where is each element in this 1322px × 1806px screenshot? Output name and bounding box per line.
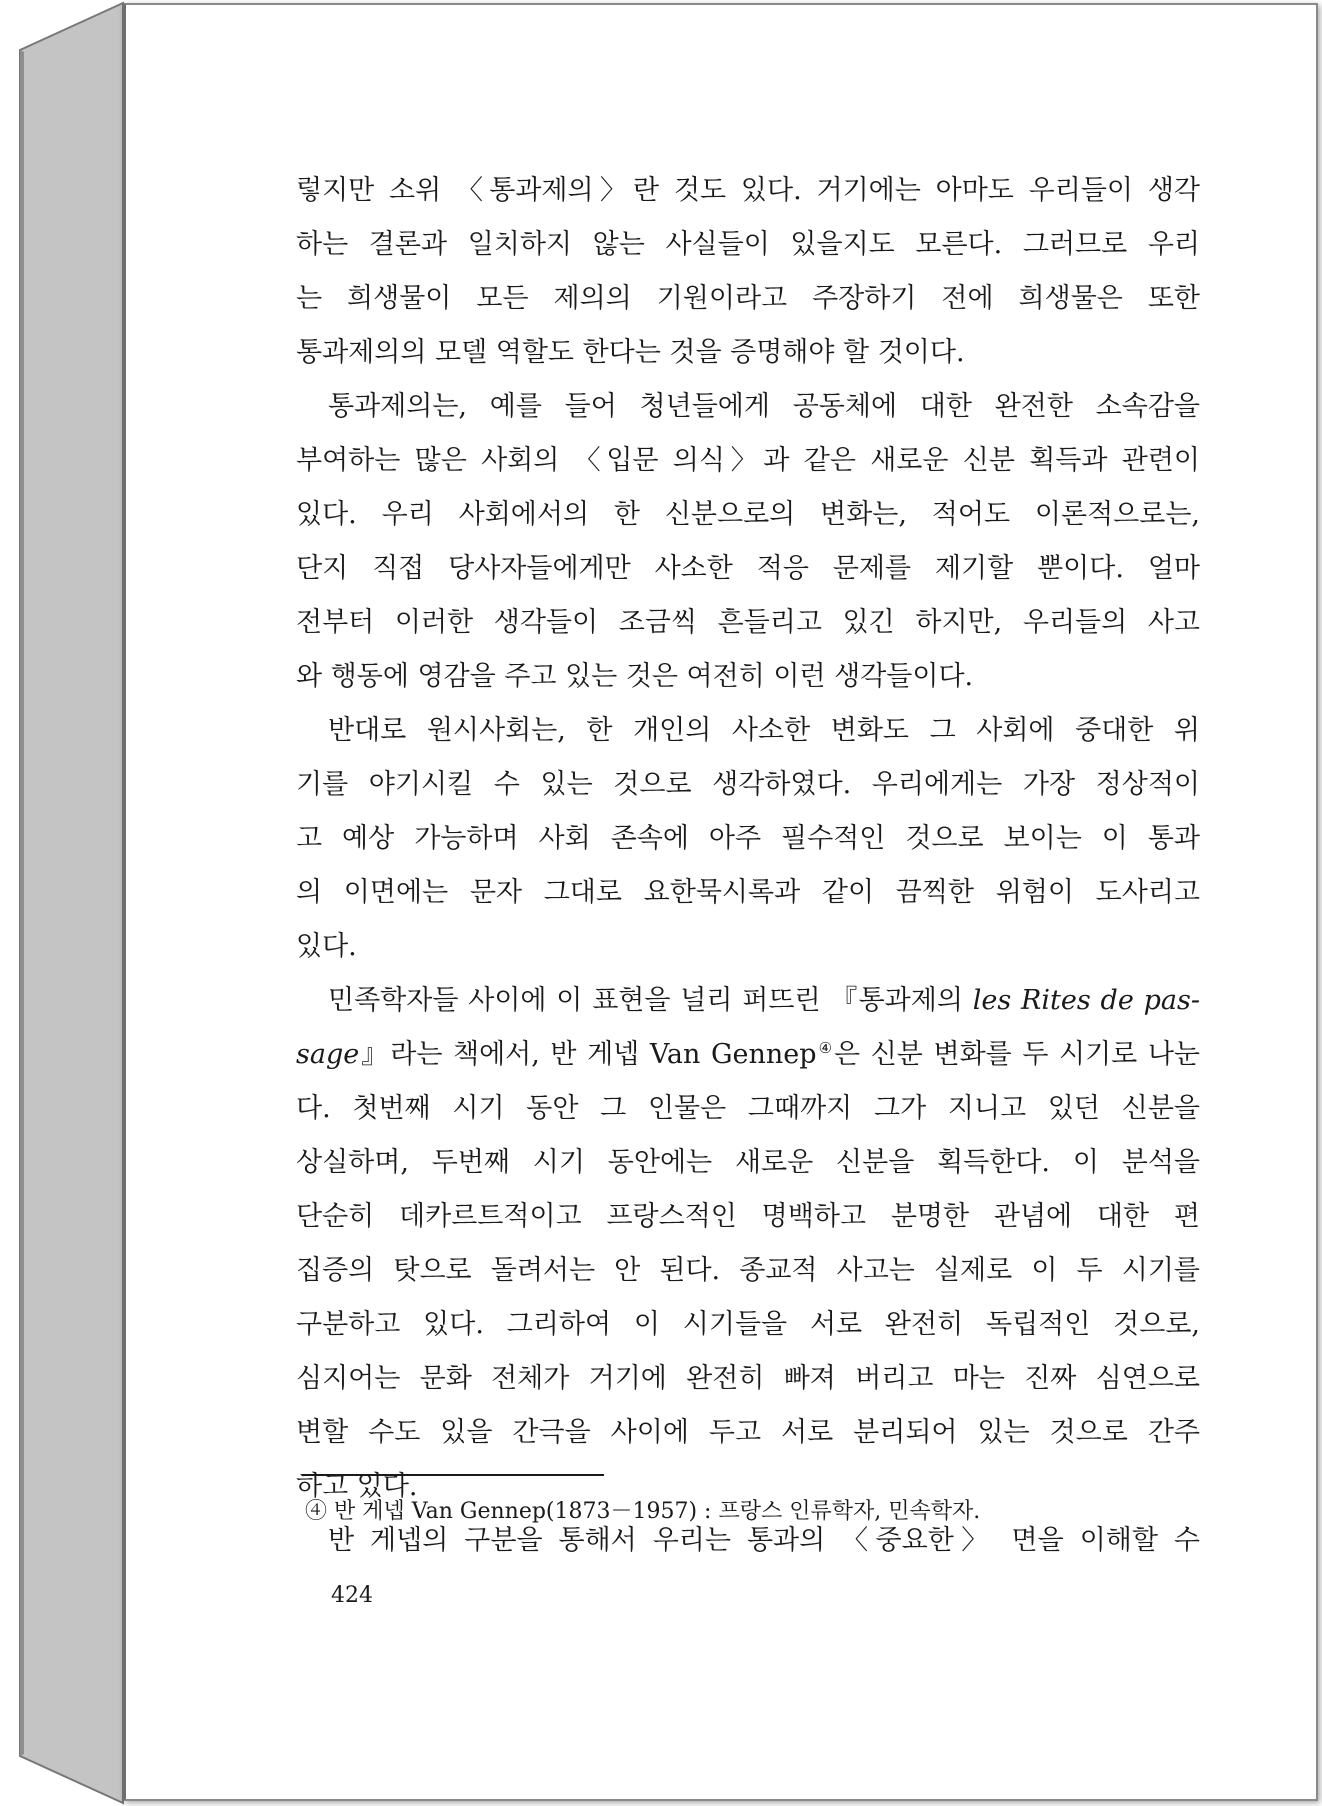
text-line: 는 희생물이 모든 제의의 기원이라고 주장하기 전에 희생물은 또한 [296,283,1200,314]
text-line: 집증의 탓으로 돌려서는 안 된다. 종교적 사고는 실제로 이 두 시기를 [296,1255,1200,1286]
text-line: 구분하고 있다. 그리하여 이 시기들을 서로 완전히 독립적인 것으로, [296,1309,1200,1340]
text-line: 심지어는 문화 전체가 거기에 완전히 빠져 버리고 마는 진짜 심연으로 [296,1363,1200,1394]
text-line: 하는 결론과 일치하지 않는 사실들이 있을지도 모른다. 그러므로 우리 [296,229,1200,260]
text-line: 변할 수도 있을 간극을 사이에 두고 서로 분리되어 있는 것으로 간주 [296,1417,1200,1448]
text-span: 』라는 책에서, 반 게넵 Van Gennep [359,1039,817,1070]
text-line: 단지 직접 당사자들에게만 사소한 적응 문제를 제기할 뿐이다. 얼마 [296,553,1200,584]
text-line: 부여하는 많은 사회의 〈입문 의식〉과 같은 새로운 신분 획득과 관련이 [296,445,1200,476]
text-line: 통과제의는, 예를 들어 청년들에게 공동체에 대한 완전한 소속감을 [328,391,1200,422]
text-line: 단순히 데카르트적이고 프랑스적인 명백하고 분명한 관념에 대한 편 [296,1201,1200,1232]
text-line: 있다. 우리 사회에서의 한 신분으로의 변화는, 적어도 이론적으로는, [296,499,1200,530]
text-line: 와 행동에 영감을 주고 있는 것은 여전히 이런 생각들이다. [296,661,974,692]
page-number: 424 [331,1583,373,1608]
text-span: 은 신분 변화를 두 시기로 나눈 [834,1039,1201,1070]
text-line: 의 이면에는 문자 그대로 요한묵시록과 같이 끔찍한 위험이 도사리고 [296,877,1200,908]
text-line: 렇지만 소위 〈통과제의〉란 것도 있다. 거기에는 아마도 우리들이 생각 [296,175,1200,206]
text-line: 있다. [296,931,357,962]
text-line: 고 예상 가능하며 사회 존속에 아주 필수적인 것으로 보이는 이 통과 [296,823,1200,854]
text-line: 다. 첫번째 시기 동안 그 인물은 그때까지 그가 지니고 있던 신분을 [296,1093,1200,1124]
text-line: 반 게넵의 구분을 통해서 우리는 통과의 〈중요한〉 면을 이해할 수 [328,1525,1200,1556]
footnote-divider [302,1474,604,1476]
text-line: 반대로 원시사회는, 한 개인의 사소한 변화도 그 사회에 중대한 위 [328,715,1200,746]
text-line: 상실하며, 두번째 시기 동안에는 새로운 신분을 획득한다. 이 분석을 [296,1147,1200,1178]
text-line [296,1030,1200,1080]
text-line: 전부터 이러한 생각들이 조금씩 흔들리고 있긴 하지만, 우리들의 사고 [296,607,1200,638]
book-spine [0,0,130,1806]
text-line [328,976,1200,1026]
text-span: 민족학자들 사이에 이 표현을 널리 퍼뜨린 『통과제의 [328,985,973,1016]
text-line: 하고 있다. [296,1471,418,1502]
text-line: 통과제의의 모델 역할도 한다는 것을 증명해야 할 것이다. [296,337,965,368]
text-line: 기를 야기시킬 수 있는 것으로 생각하였다. 우리에게는 가장 정상적이 [296,769,1200,800]
book-title-italic: sage [296,1039,360,1070]
footnote-reference: ④ [816,1039,835,1057]
book-title-italic: les Rites de pas- [972,985,1200,1016]
footnote: ④ 반 게넵 Van Gennep(1873－1957) : 프랑스 인류학자, 민속학자. [305,1499,981,1524]
